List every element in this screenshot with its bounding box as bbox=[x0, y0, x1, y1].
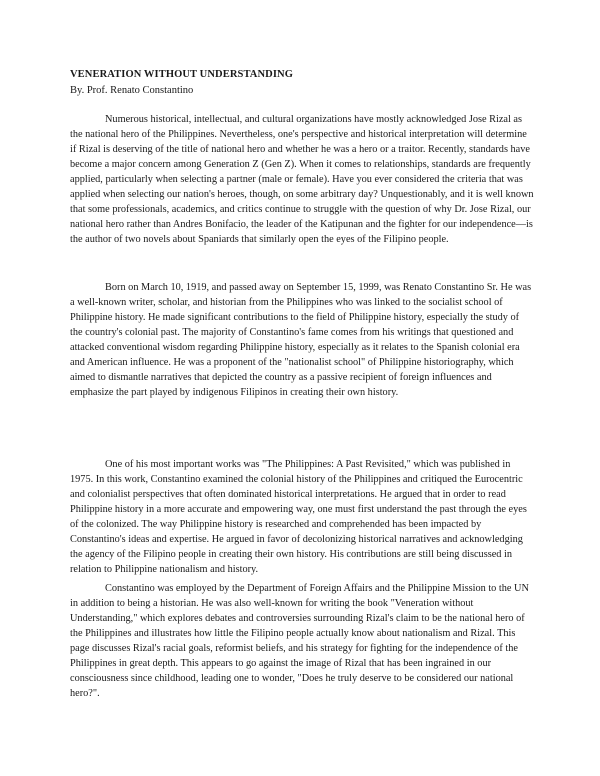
document-title: VENERATION WITHOUT UNDERSTANDING bbox=[70, 69, 293, 80]
paragraph-4: Constantino was employed by the Department of Foreign Affairs and the Philippine Mission to the UN in addition to being a historian. He was also well-known for writing the book "Veneration without Understanding," which explores debates and controversies surrounding Rizal's claim to be the national hero of the Philippines and illustrates how little the Filipino people actually know about nationalism and Rizal. This page discusses Rizal's racial goals, reformist beliefs, and his strategy for fighting for the independence of the Philippines in great depth. This appears to go against the image of Rizal that has been ingrained in our consciousness since childhood, leading one to wonder, "Does he truly deserve to be considered our national hero?". bbox=[70, 583, 529, 699]
document-byline: By. Prof. Renato Constantino bbox=[70, 85, 194, 96]
paragraph-3: One of his most important works was "The Philippines: A Past Revisited," which was published in 1975. In this work, Constantino examined the colonial history of the Philippines and critiqued the Eurocentric and colonialist perspectives that often dominated historical interpretations. He argued that in order to read Philippine history in a more accurate and empowering way, one must first understand the past through the eyes of the colonized. The way Philippine history is researched and comprehended has been impacted by Constantino's ideas and expertise. He argued in favor of decolonizing historical narratives and acknowledging the agency of the Filipino people in creating their own history. His contributions are still being discussed in relation to Philippine nationalism and history. bbox=[70, 459, 527, 575]
paragraph-2: Born on March 10, 1919, and passed away on September 15, 1999, was Renato Constantino Sr. He was a well-known writer, scholar, and historian from the Philippines who was linked to the socialist school of Philippine history. He made significant contributions to the field of Philippine history, especially the study of the country's colonial past. The majority of Constantino's fame comes from his writings that questioned and attacked conventional wisdom regarding Philippine history, especially as it relates to the Spanish colonial era and American influence. He was a proponent of the "nationalist school" of Philippine historiography, which aimed to dismantle narratives that depicted the country as a passive recipient of foreign influences and emphasize the part played by indigenous Filipinos in creating their own history. bbox=[70, 282, 532, 398]
paragraph-1: Numerous historical, intellectual, and cultural organizations have mostly acknowledged Jose Rizal as the national hero of the Philippines. Nevertheless, one's perspective and historical interpretation will determine if Rizal is deserving of the title of national hero and whether he was a hero or a traitor. Recently, standards have become a major concern among Generation Z (Gen Z). When it comes to relationships, standards are frequently applied, particularly when selecting a partner (male or female). Have you ever considered the criteria that was applied when selecting our nation's heroes, though, on some arbitrary day? Unquestionably, and it is well known that some professionals, academics, and critics continue to struggle with the question of why Dr. Jose Rizal, our national hero rather than Andres Bonifacio, the leader of the Katipunan and the fighter for our independence—is the author of two novels about Spaniards that similarly open the eyes of the Filipino people. bbox=[70, 114, 534, 245]
